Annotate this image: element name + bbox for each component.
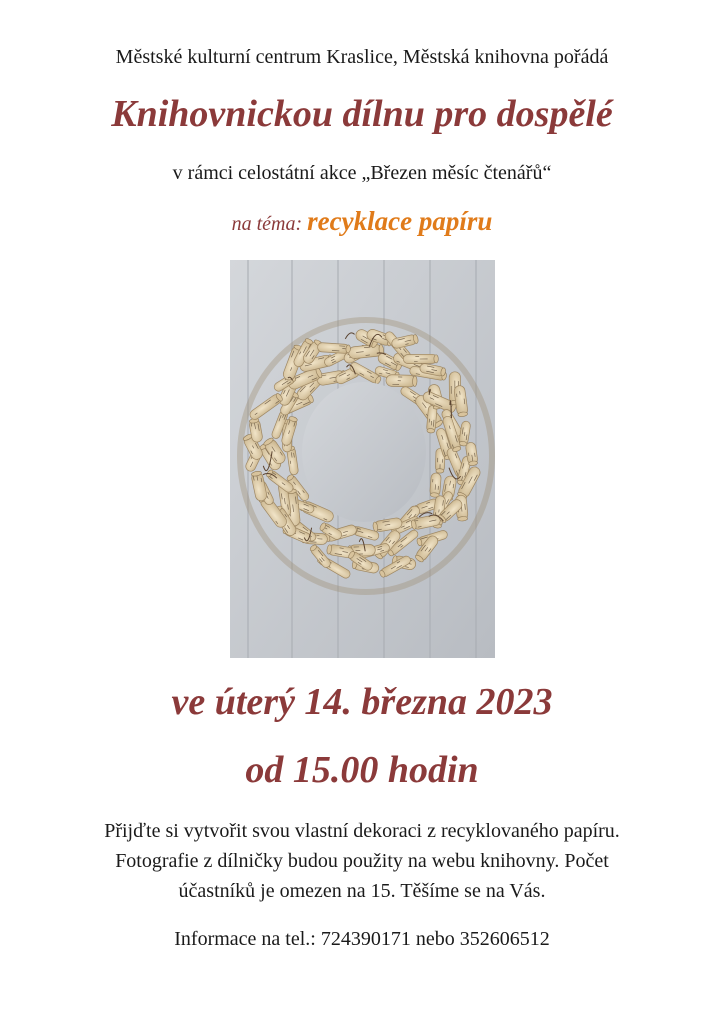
paper-roll xyxy=(386,375,417,387)
topic-label: na téma: xyxy=(231,213,303,235)
event-time: od 15.00 hodin xyxy=(245,749,479,791)
event-title: Knihovnickou dílnu pro dospělé xyxy=(111,93,613,135)
paper-roll xyxy=(317,342,350,353)
wreath-center xyxy=(302,382,426,522)
paper-wreath-photo xyxy=(230,260,495,658)
event-subtitle: v rámci celostátní akce „Březen měsíc čtenářů“ xyxy=(172,162,552,184)
event-description xyxy=(30,816,694,906)
description-line: Přijďte si vytvořit svou vlastní dekoraci z recyklovaného papíru. xyxy=(104,820,620,842)
paper-roll xyxy=(403,354,438,363)
contact-info: Informace na tel.: 724390171 nebo 352606512 xyxy=(174,928,550,950)
event-date: ve úterý 14. března 2023 xyxy=(171,681,553,723)
description-line: Fotografie z dílničky budou použity na webu knihovny. Počet xyxy=(115,850,609,872)
topic-line xyxy=(0,206,724,237)
description-line: účastníků je omezen na 15. Těšíme se na Vás. xyxy=(178,880,546,902)
paper-wreath-image xyxy=(230,260,495,658)
organizer-line: Městské kulturní centrum Kraslice, Městská knihovna pořádá xyxy=(115,46,609,68)
paper-roll xyxy=(430,473,442,498)
topic-value: recyklace papíru xyxy=(307,206,493,236)
